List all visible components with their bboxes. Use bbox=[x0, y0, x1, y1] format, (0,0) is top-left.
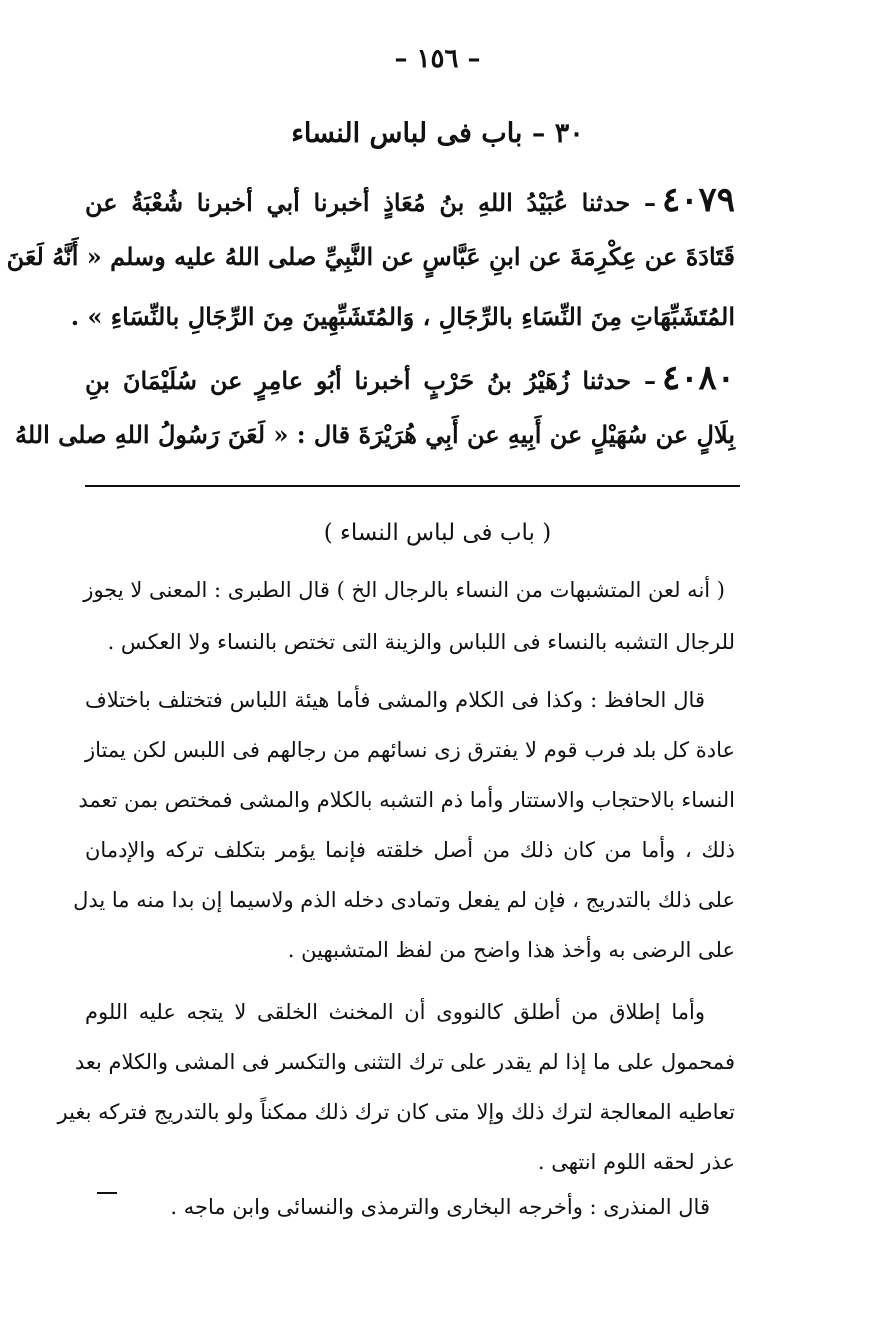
section-divider bbox=[85, 485, 740, 487]
chapter-title: ٣٠ – باب فى لباس النساء bbox=[291, 118, 584, 149]
hadith-text: – حدثنا زُهَيْرُ بنُ حَرْبٍ أخبرنا أبُو عامِرٍ عن سُلَيْمَانَ بنِ bbox=[85, 366, 656, 395]
commentary-line: على الرضى به وأخذ هذا واضح من لفظ المتشبهين . bbox=[287, 938, 735, 962]
hadith-number: ٤٠٨٠ bbox=[661, 358, 735, 398]
commentary-line: ذلك ، وأما من كان ذلك من أصل خلقته فإنما يؤمر بتكلف تركه والإدمان bbox=[85, 838, 735, 862]
commentary-line: للرجال التشبه بالنساء فى اللباس والزينة التى تختص بالنساء ولا العكس . bbox=[107, 630, 735, 654]
end-dash bbox=[97, 1192, 117, 1194]
commentary-line: تعاطيه المعالجة لترك ذلك وإلا متى كان ترك ذلك ممكناً ولو بالتدريج فتركه بغير bbox=[57, 1100, 735, 1124]
commentary-line: وأما إطلاق من أطلق كالنووى أن المخنث الخلقى لا يتجه عليه اللوم bbox=[85, 1000, 705, 1024]
commentary-line: قال الحافظ : وكذا فى الكلام والمشى فأما هيئة اللباس فتختلف باختلاف bbox=[85, 688, 705, 712]
hadith-4079-line-3: المُتَشَبِّهَاتِ مِنَ النِّسَاءِ بالرِّجَالِ ، وَالمُتَشَبِّهِينَ مِنَ الرِّجَالِ بالنِّسَاءِ » . bbox=[70, 302, 735, 331]
commentary-line: على ذلك بالتدريج ، فإن لم يفعل وتمادى دخله الذم ولاسيما إن بدا منه ما يدل bbox=[73, 888, 735, 912]
commentary-title: ( باب فى لباس النساء ) bbox=[323, 520, 552, 546]
hadith-text: – حدثنا عُبَيْدُ اللهِ بنُ مُعَاذٍ أخبرنا أبي أخبرنا شُعْبَةُ عن bbox=[85, 188, 656, 217]
commentary-line: عادة كل بلد فرب قوم لا يفترق زى نسائهم من رجالهم فى اللبس لكن يمتاز bbox=[85, 738, 735, 762]
page-number: – ١٥٦ – bbox=[394, 44, 481, 74]
hadith-number: ٤٠٧٩ bbox=[661, 180, 735, 220]
hadith-4079-line-2: قَتَادَةَ عن عِكْرِمَةَ عن ابنِ عَبَّاسٍ عن النَّبِيِّ صلى اللهُ عليه وسلم « أَنَّهُ لَعَنَ bbox=[6, 242, 735, 271]
commentary-line: قال المنذرى : وأخرجه البخارى والترمذى والنسائى وابن ماجه . bbox=[170, 1195, 710, 1219]
hadith-4079-line-1 bbox=[85, 180, 735, 220]
hadith-4080-line-1 bbox=[85, 358, 735, 398]
commentary-line: ( أنه لعن المتشبهات من النساء بالرجال الخ ) قال الطبرى : المعنى لا يجوز bbox=[83, 578, 725, 602]
commentary-line: فمحمول على ما إذا لم يقدر على ترك التثنى والتكسر فى المشى والكلام بعد bbox=[74, 1050, 735, 1074]
commentary-line: عذر لحقه اللوم انتهى . bbox=[537, 1150, 735, 1174]
commentary-line: النساء بالاحتجاب والاستتار وأما ذم التشبه بالكلام والمشى فمختص بمن تعمد bbox=[78, 788, 735, 812]
hadith-4080-line-2: بِلَالٍ عن سُهَيْلٍ عن أَبِيهِ عن أَبِي هُرَيْرَةَ قال : « لَعَنَ رَسُولُ اللهِ صلى اللهُ bbox=[14, 420, 735, 449]
